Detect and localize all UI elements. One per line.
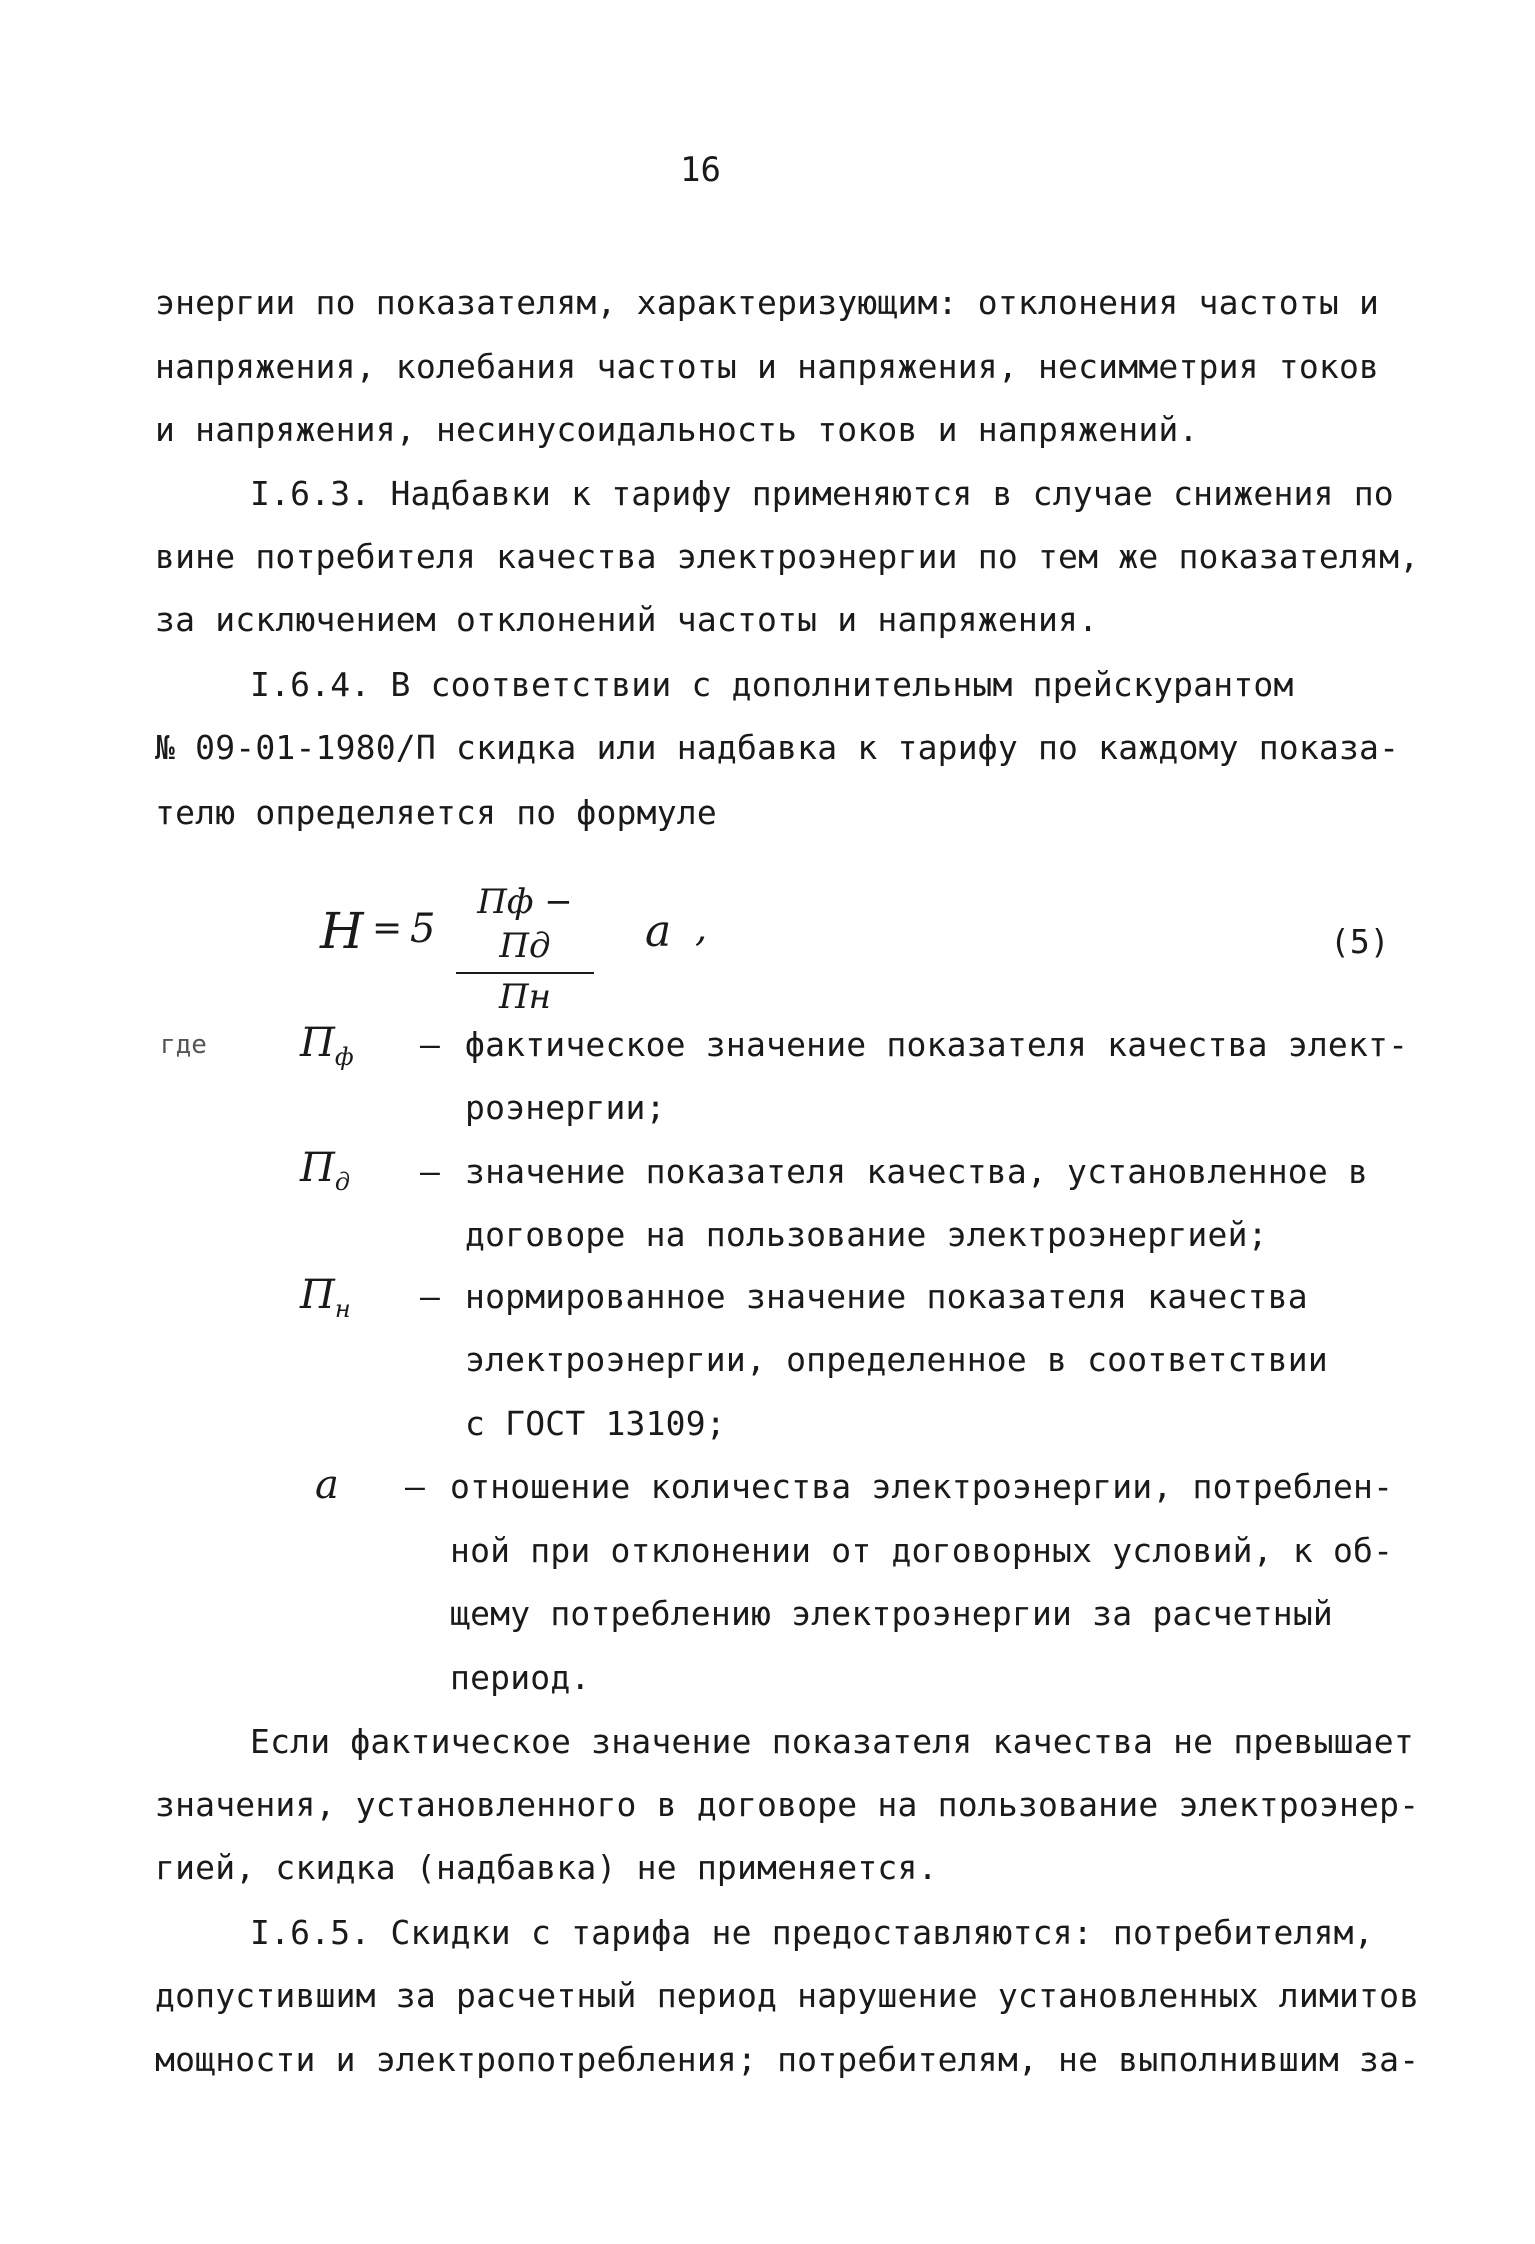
definition-text: с ГОСТ 13109; [465, 1404, 726, 1443]
text-line: Если фактическое значение показателя качества не превышает [250, 1722, 1414, 1761]
definition-dash: – [420, 1152, 440, 1191]
definition-dash: – [405, 1467, 425, 1506]
formula-coefficient: 5 [410, 906, 436, 952]
symbol-p-f: $П_ф$ [300, 1020, 354, 1071]
formula-fraction [450, 880, 600, 1020]
formula-numerator: Пф − Пд [477, 882, 573, 966]
formula-factor: a [645, 906, 672, 957]
formula-lhs: Н [320, 902, 364, 960]
text-line: и напряжения, несинусоидальность токов и напряжений. [155, 410, 1199, 449]
text-line: вине потребителя качества электроэнергии по тем же показателям, [155, 537, 1420, 576]
text-line: энергии по показателям, характеризующим: отклонения частоты и [155, 283, 1380, 322]
definition-text: электроэнергии, определенное в соответствии [465, 1340, 1328, 1379]
definition-text: щему потреблению электроэнергии за расчетный [450, 1594, 1333, 1633]
formula-equals: = [372, 908, 403, 949]
formula-comma: , [695, 906, 708, 950]
text-line: № 09-01-1980/П скидка или надбавка к тарифу по каждому показа- [155, 728, 1400, 767]
text-line: гией, скидка (надбавка) не применяется. [155, 1848, 938, 1887]
definition-text: договоре на пользование электроэнергией; [465, 1215, 1268, 1254]
formula-denominator: Пн [498, 977, 552, 1017]
definition-text: нормированное значение показателя качества [465, 1277, 1308, 1316]
text-line: значения, установленного в договоре на пользование электроэнер- [155, 1785, 1420, 1824]
text-line: напряжения, колебания частоты и напряжения, несимметрия токов [155, 347, 1380, 386]
symbol-p-d: $П_д$ [300, 1145, 351, 1196]
definition-text: фактическое значение показателя качества элект- [465, 1025, 1409, 1064]
symbol-p-n: $П_н$ [300, 1272, 351, 1323]
definition-dash: – [420, 1277, 440, 1316]
text-line: I.6.5. Скидки с тарифа не предоставляются: потребителям, [250, 1913, 1374, 1952]
definition-text: период. [450, 1658, 591, 1697]
text-line: за исключением отклонений частоты и напряжения. [155, 600, 1099, 639]
definition-text: отношение количества электроэнергии, потреблен- [450, 1467, 1394, 1506]
text-line: телю определяется по формуле [155, 793, 717, 832]
definition-dash: – [420, 1025, 440, 1064]
formula [320, 880, 740, 1017]
text-line: мощности и электропотребления; потребителям, не выполнившим за- [155, 2040, 1420, 2079]
where-label: где [160, 1030, 207, 1060]
page-number: 16 [680, 150, 721, 190]
symbol-a: a [315, 1462, 339, 1508]
text-line: допустившим за расчетный период нарушение установленных лимитов [155, 1976, 1420, 2015]
definition-text: значение показателя качества, установленное в [465, 1152, 1369, 1191]
text-line: I.6.4. В соответствии с дополнительным прейскурантом [250, 665, 1294, 704]
definition-text: ной при отклонении от договорных условий, к об- [450, 1531, 1394, 1570]
definition-text: роэнергии; [465, 1088, 666, 1127]
text-line: I.6.3. Надбавки к тарифу применяются в случае снижения по [250, 474, 1394, 513]
equation-number: (5) [1330, 922, 1390, 961]
